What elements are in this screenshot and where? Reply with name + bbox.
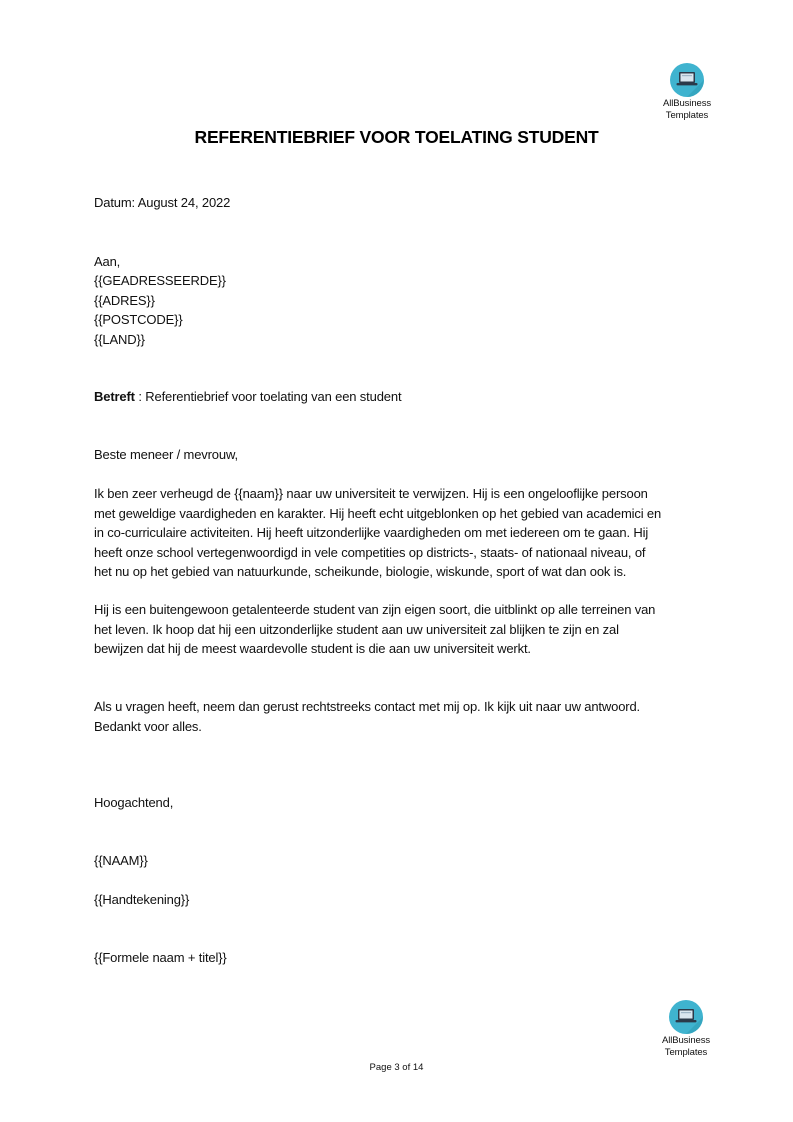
document-title: REFERENTIEBRIEF VOOR TOELATING STUDENT [194,127,599,147]
recipient-country: {{LAND}} [94,331,145,347]
logo-text-line2: Templates [664,1047,708,1058]
date-line: Datum: August 24, 2022 [94,195,231,210]
laptop-icon [669,1000,703,1034]
page-number: Page 3 of 14 [369,1062,424,1073]
paragraph-line: heeft onze school vertegenwoordigd in vele competities op districts-, staats- of nationaal niveau, of [94,544,646,560]
paragraph-line: het leven. Ik hoop dat hij een uitzonderlijke student aan uw universiteit zal blijken te zijn en zal [94,621,619,637]
paragraph-line: Bedankt voor alles. [94,718,202,734]
recipient-address: {{ADRES}} [94,292,155,308]
subject-line [94,387,401,407]
paragraph-line: het nu op het gebied van natuurkunde, scheikunde, biologie, wiskunde, sport of wat dan ook is. [94,564,627,579]
subject-label: Betreft [94,389,135,404]
body-paragraph-3 [94,697,714,736]
allbusiness-logo-top [652,63,722,121]
paragraph-line: in co-curriculaire activiteiten. Hij heeft uitzonderlijke vaardigheden om met iedereen om te gaan. Hij [94,525,649,540]
recipient-addressee: {{GEADRESSEERDE}} [94,273,226,288]
allbusiness-logo-bottom [651,1000,721,1058]
greeting: Beste meneer / mevrouw, [94,447,238,462]
body-paragraph-1 [94,484,714,582]
body-paragraph-2 [94,600,714,659]
paragraph-line: met geweldige vaardigheden en karakter. Hij heeft echt uitgeblonken op het gebied van academici en [94,505,662,521]
paragraph-line: Als u vragen heeft, neem dan gerust rechtstreeks contact met mij op. Ik kijk uit naar uw antwoord. [94,699,641,714]
paragraph-line: bewijzen dat hij de meest waardevolle student is die aan uw universiteit werkt. [94,641,531,656]
logo-text-line1: AllBusiness [661,1035,710,1046]
laptop-icon [670,63,704,97]
recipient-postcode: {{POSTCODE}} [94,312,183,327]
closing: Hoogachtend, [94,795,174,810]
signer-name: {{NAAM}} [94,853,148,868]
paragraph-line: Ik ben zeer verheugd de {{naam}} naar uw universiteit te verwijzen. Hij is een ongelooflijke persoon [94,486,648,501]
subject-text: : Referentiebrief voor toelating van een student [134,389,402,404]
signature-placeholder: {{Handtekening}} [94,892,190,907]
logo-text-line1: AllBusiness [662,98,711,109]
paragraph-line: Hij is een buitengewoon getalenteerde student van zijn eigen soort, die uitblinkt op alle terreinen van [94,602,656,617]
logo-text-line2: Templates [665,110,709,121]
formal-name-title: {{Formele naam + titel}} [94,950,227,965]
recipient-to: Aan, [94,254,121,269]
